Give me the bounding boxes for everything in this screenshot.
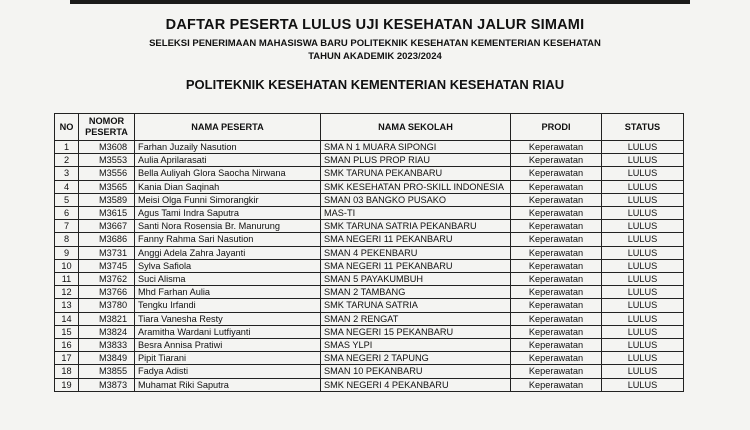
cell-sekolah: SMAS YLPI <box>321 339 511 352</box>
cell-no: 15 <box>55 325 79 338</box>
cell-prodi: Keperawatan <box>511 259 602 272</box>
cell-nama: Fanny Rahma Sari Nasution <box>135 233 321 246</box>
cell-status: LULUS <box>602 154 684 167</box>
table-row <box>55 220 684 233</box>
cell-nomor: M3556 <box>79 167 135 180</box>
document-title: DAFTAR PESERTA LULUS UJI KESEHATAN JALUR SIMAMI <box>165 17 585 33</box>
table-row <box>55 312 684 325</box>
institution-name: POLITEKNIK KESEHATAN KEMENTERIAN KESEHATAN RIAU <box>185 77 565 92</box>
cell-nama: Bella Auliyah Glora Saocha Nirwana <box>135 167 321 180</box>
cell-nama: Agus Tami Indra Saputra <box>135 207 321 220</box>
table-row <box>55 180 684 193</box>
table-row <box>55 286 684 299</box>
table-row <box>55 207 684 220</box>
cell-status: LULUS <box>602 207 684 220</box>
cell-no: 6 <box>55 207 79 220</box>
table-row <box>55 339 684 352</box>
cell-status: LULUS <box>602 233 684 246</box>
cell-status: LULUS <box>602 246 684 259</box>
cell-nama: Aulia Aprilarasati <box>135 154 321 167</box>
cell-sekolah: SMAN 10 PEKANBARU <box>321 365 511 378</box>
table-row <box>55 365 684 378</box>
cell-sekolah: SMA NEGERI 11 PEKANBARU <box>321 259 511 272</box>
cell-prodi: Keperawatan <box>511 141 602 154</box>
cell-nomor: M3608 <box>79 141 135 154</box>
cell-status: LULUS <box>602 259 684 272</box>
col-header-nama-sekolah: NAMA SEKOLAH <box>321 114 511 141</box>
cell-nama: Santi Nora Rosensia Br. Manurung <box>135 220 321 233</box>
cell-sekolah: SMAN PLUS PROP RIAU <box>321 154 511 167</box>
cell-nama: Kania Dian Saqinah <box>135 180 321 193</box>
cell-prodi: Keperawatan <box>511 207 602 220</box>
cell-status: LULUS <box>602 312 684 325</box>
cell-sekolah: SMK TARUNA SATRIA PEKANBARU <box>321 220 511 233</box>
cell-nomor: M3745 <box>79 259 135 272</box>
cell-nomor: M3686 <box>79 233 135 246</box>
cell-nomor: M3589 <box>79 193 135 206</box>
cell-nomor: M3824 <box>79 325 135 338</box>
cell-prodi: Keperawatan <box>511 233 602 246</box>
cell-status: LULUS <box>602 352 684 365</box>
cell-nama: Suci Alisma <box>135 273 321 286</box>
cell-nomor: M3731 <box>79 246 135 259</box>
cell-nama: Besra Annisa Pratiwi <box>135 339 321 352</box>
cell-no: 11 <box>55 273 79 286</box>
table-row <box>55 259 684 272</box>
table-row <box>55 273 684 286</box>
cell-prodi: Keperawatan <box>511 352 602 365</box>
cell-nomor: M3766 <box>79 286 135 299</box>
top-border-line <box>70 0 690 4</box>
cell-no: 18 <box>55 365 79 378</box>
cell-no: 9 <box>55 246 79 259</box>
cell-nama: Fadya Adisti <box>135 365 321 378</box>
cell-no: 17 <box>55 352 79 365</box>
table-row <box>55 233 684 246</box>
cell-sekolah: SMAN 2 RENGAT <box>321 312 511 325</box>
col-header-nomor-peserta: NOMOR PESERTA <box>79 114 135 141</box>
cell-prodi: Keperawatan <box>511 154 602 167</box>
cell-no: 5 <box>55 193 79 206</box>
table-row <box>55 167 684 180</box>
cell-prodi: Keperawatan <box>511 180 602 193</box>
col-header-no: NO <box>55 114 79 141</box>
cell-nama: Tiara Vanesha Resty <box>135 312 321 325</box>
cell-nomor: M3833 <box>79 339 135 352</box>
cell-no: 13 <box>55 299 79 312</box>
cell-status: LULUS <box>602 299 684 312</box>
cell-nama: Tengku Irfandi <box>135 299 321 312</box>
cell-prodi: Keperawatan <box>511 339 602 352</box>
cell-prodi: Keperawatan <box>511 312 602 325</box>
cell-no: 16 <box>55 339 79 352</box>
cell-nama: Meisi Olga Funni Simorangkir <box>135 193 321 206</box>
cell-no: 12 <box>55 286 79 299</box>
cell-prodi: Keperawatan <box>511 378 602 391</box>
table-header-row <box>55 114 684 141</box>
cell-no: 3 <box>55 167 79 180</box>
document-subtitle: SELEKSI PENERIMAAN MAHASISWA BARU POLITEKNIK KESEHATAN KEMENTERIAN KESEHATAN <box>149 38 601 49</box>
cell-sekolah: SMK TARUNA SATRIA <box>321 299 511 312</box>
cell-nomor: M3667 <box>79 220 135 233</box>
cell-sekolah: SMAN 5 PAYAKUMBUH <box>321 273 511 286</box>
cell-sekolah: MAS-TI <box>321 207 511 220</box>
cell-status: LULUS <box>602 273 684 286</box>
cell-no: 7 <box>55 220 79 233</box>
cell-nomor: M3615 <box>79 207 135 220</box>
table-row <box>55 299 684 312</box>
cell-no: 10 <box>55 259 79 272</box>
cell-nama: Muhamat Riki Saputra <box>135 378 321 391</box>
academic-year: TAHUN AKADEMIK 2023/2024 <box>308 51 442 62</box>
participants-table <box>54 113 684 392</box>
cell-sekolah: SMAN 2 TAMBANG <box>321 286 511 299</box>
cell-no: 14 <box>55 312 79 325</box>
cell-nomor: M3565 <box>79 180 135 193</box>
table-row <box>55 154 684 167</box>
cell-nomor: M3780 <box>79 299 135 312</box>
cell-prodi: Keperawatan <box>511 325 602 338</box>
cell-status: LULUS <box>602 286 684 299</box>
cell-sekolah: SMA NEGERI 2 TAPUNG <box>321 352 511 365</box>
cell-status: LULUS <box>602 365 684 378</box>
cell-prodi: Keperawatan <box>511 299 602 312</box>
cell-status: LULUS <box>602 193 684 206</box>
cell-no: 2 <box>55 154 79 167</box>
cell-sekolah: SMK NEGERI 4 PEKANBARU <box>321 378 511 391</box>
cell-status: LULUS <box>602 180 684 193</box>
cell-status: LULUS <box>602 167 684 180</box>
table-row <box>55 378 684 391</box>
cell-prodi: Keperawatan <box>511 220 602 233</box>
cell-prodi: Keperawatan <box>511 193 602 206</box>
cell-prodi: Keperawatan <box>511 246 602 259</box>
cell-nomor: M3821 <box>79 312 135 325</box>
cell-nama: Farhan Juzaily Nasution <box>135 141 321 154</box>
cell-status: LULUS <box>602 141 684 154</box>
cell-sekolah: SMK KESEHATAN PRO-SKILL INDONESIA <box>321 180 511 193</box>
cell-sekolah: SMAN 03 BANGKO PUSAKO <box>321 193 511 206</box>
cell-status: LULUS <box>602 339 684 352</box>
col-header-nama-peserta: NAMA PESERTA <box>135 114 321 141</box>
cell-nama: Aramitha Wardani Lutfiyanti <box>135 325 321 338</box>
cell-nama: Mhd Farhan Aulia <box>135 286 321 299</box>
table-row <box>55 246 684 259</box>
table-row <box>55 352 684 365</box>
cell-no: 4 <box>55 180 79 193</box>
cell-no: 1 <box>55 141 79 154</box>
table-row <box>55 193 684 206</box>
cell-nama: Pipit Tiarani <box>135 352 321 365</box>
col-header-status: STATUS <box>602 114 684 141</box>
cell-nomor: M3762 <box>79 273 135 286</box>
cell-sekolah: SMA NEGERI 11 PEKANBARU <box>321 233 511 246</box>
cell-nomor: M3873 <box>79 378 135 391</box>
table-row <box>55 325 684 338</box>
cell-sekolah: SMA NEGERI 15 PEKANBARU <box>321 325 511 338</box>
cell-status: LULUS <box>602 325 684 338</box>
cell-prodi: Keperawatan <box>511 167 602 180</box>
col-header-prodi: PRODI <box>511 114 602 141</box>
cell-prodi: Keperawatan <box>511 365 602 378</box>
cell-nama: Sylva Safiola <box>135 259 321 272</box>
cell-no: 8 <box>55 233 79 246</box>
cell-sekolah: SMK TARUNA PEKANBARU <box>321 167 511 180</box>
cell-status: LULUS <box>602 220 684 233</box>
table-row <box>55 141 684 154</box>
cell-nama: Anggi Adela Zahra Jayanti <box>135 246 321 259</box>
cell-no: 19 <box>55 378 79 391</box>
cell-nomor: M3855 <box>79 365 135 378</box>
cell-prodi: Keperawatan <box>511 286 602 299</box>
cell-nomor: M3849 <box>79 352 135 365</box>
cell-sekolah: SMA N 1 MUARA SIPONGI <box>321 141 511 154</box>
cell-sekolah: SMAN 4 PEKENBARU <box>321 246 511 259</box>
cell-prodi: Keperawatan <box>511 273 602 286</box>
cell-nomor: M3553 <box>79 154 135 167</box>
cell-status: LULUS <box>602 378 684 391</box>
